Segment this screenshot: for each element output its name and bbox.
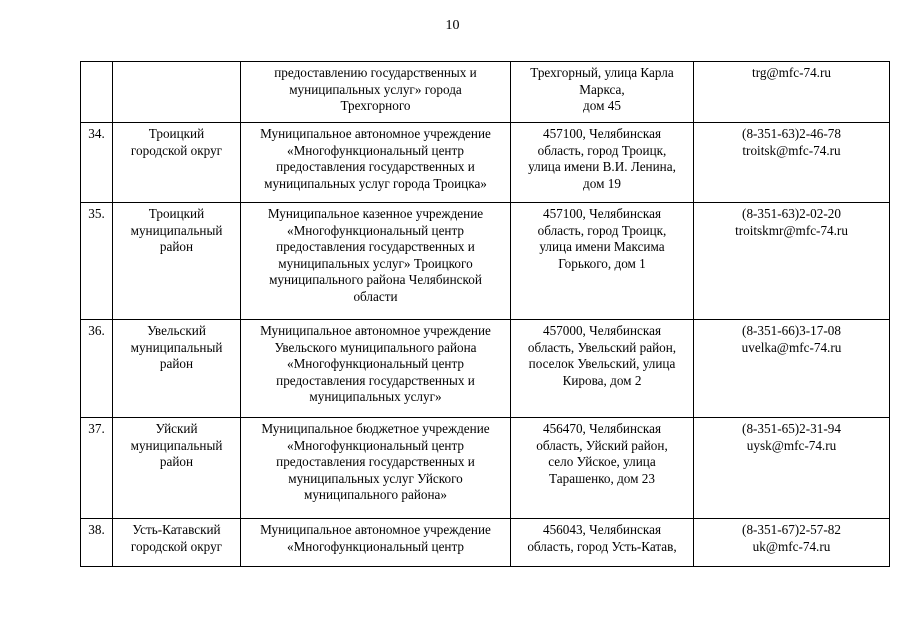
address-cell — [511, 519, 694, 567]
institution-name-line: Муниципальное автономное учреждение — [260, 126, 491, 141]
municipality-name-line: Троицкий — [148, 206, 205, 221]
address-cell — [511, 62, 694, 123]
institution-name-line: предоставлению государственных и — [274, 65, 477, 80]
email-link[interactable]: uk@mfc-74.ru — [752, 538, 831, 554]
municipality-name-line: городской округ — [130, 538, 223, 554]
row-number-cell — [81, 519, 113, 567]
address-line: село Уйское, улица — [548, 454, 656, 469]
address-line: дом 19 — [583, 175, 621, 191]
address-line: область, город Троицк, — [537, 222, 667, 238]
institution-name-cell — [241, 320, 511, 418]
institution-name-line: предоставления государственных и — [276, 454, 475, 469]
address-line: Маркса, — [579, 81, 625, 97]
email-link[interactable]: uvelka@mfc-74.ru — [741, 339, 842, 355]
row-number-cell — [81, 203, 113, 320]
table-row — [81, 203, 890, 320]
page-number: 10 — [445, 18, 460, 33]
row-number-cell — [81, 418, 113, 519]
institution-name-line: «Многофункциональный центр — [286, 142, 464, 158]
address-line: улица имени Максима — [539, 239, 665, 254]
institution-name-line: муниципальных услуг города Троицка» — [264, 175, 487, 191]
institution-name-line: Муниципальное автономное учреждение — [260, 522, 491, 537]
table-row — [81, 62, 890, 123]
address-line: поселок Увельский, улица — [528, 356, 676, 371]
institution-name-cell — [241, 62, 511, 123]
municipality-name-cell — [113, 123, 241, 203]
address-line: 457000, Челябинская — [542, 323, 662, 338]
row-number: 38. — [88, 522, 105, 537]
institution-name-line: муниципальных услуг Уйского — [288, 470, 463, 486]
table-row — [81, 519, 890, 567]
address-line: улица имени В.И. Ленина, — [528, 159, 676, 174]
contacts-cell — [694, 62, 890, 123]
municipality-name-cell — [113, 320, 241, 418]
row-number-cell — [81, 62, 113, 123]
phone-number: (8-351-63)2-46-78 — [742, 126, 841, 141]
row-number: 36. — [88, 323, 105, 338]
municipality-name-line: городской округ — [130, 142, 223, 158]
municipality-name-cell — [113, 418, 241, 519]
institution-name-line: Муниципальное автономное учреждение — [260, 323, 491, 338]
phone-number: (8-351-63)2-02-20 — [742, 206, 841, 221]
institution-name-line: муниципального района» — [303, 487, 447, 502]
mfc-registry-table — [80, 61, 890, 567]
institution-name-cell — [241, 123, 511, 203]
address-cell — [511, 203, 694, 320]
institution-name-line: «Многофункциональный центр — [286, 538, 464, 554]
institution-name-line: муниципального района Челябинской — [269, 272, 482, 287]
phone-number: (8-351-67)2-57-82 — [742, 522, 841, 537]
municipality-name-cell — [113, 203, 241, 320]
address-line: область, город Троицк, — [537, 142, 667, 158]
contacts-cell — [694, 418, 890, 519]
address-line: Тарашенко, дом 23 — [549, 470, 655, 486]
municipality-name-line: район — [159, 239, 194, 254]
address-line: дом 45 — [583, 98, 621, 113]
municipality-name-line: Увельский — [147, 323, 206, 338]
municipality-name-cell — [113, 519, 241, 567]
institution-name-line: «Многофункциональный центр — [286, 222, 464, 238]
institution-name-line: предоставления государственных и — [276, 239, 475, 254]
address-line: 456043, Челябинская — [542, 522, 662, 537]
institution-name-cell — [241, 203, 511, 320]
phone-number: (8-351-65)2-31-94 — [742, 421, 841, 436]
address-cell — [511, 123, 694, 203]
institution-name-line: предоставления государственных и — [276, 159, 475, 174]
address-line: 456470, Челябинская — [542, 421, 662, 436]
institution-name-line: Трехгорного — [340, 98, 411, 113]
contacts-cell — [694, 123, 890, 203]
institution-name-line: муниципальных услуг» города — [289, 81, 462, 97]
institution-name-line: области — [353, 288, 398, 304]
row-number: 37. — [88, 421, 105, 436]
address-cell — [511, 320, 694, 418]
municipality-name-line: муниципальный — [130, 222, 223, 238]
institution-name-line: муниципальных услуг» Троицкого — [278, 255, 473, 271]
address-line: Трехгорный, улица Карла — [530, 65, 674, 80]
institution-name-line: Увельского муниципального района — [274, 339, 477, 355]
institution-name-line: Муниципальное бюджетное учреждение — [261, 421, 490, 436]
institution-name-cell — [241, 418, 511, 519]
contacts-cell — [694, 203, 890, 320]
phone-number: (8-351-66)3-17-08 — [742, 323, 841, 338]
table-row — [81, 320, 890, 418]
address-line: 457100, Челябинская — [542, 126, 662, 141]
institution-name-cell — [241, 519, 511, 567]
contacts-cell — [694, 519, 890, 567]
row-number-cell — [81, 123, 113, 203]
row-number: 34. — [88, 126, 105, 141]
email-link[interactable]: trg@mfc-74.ru — [752, 65, 831, 80]
email-link[interactable]: troitsk@mfc-74.ru — [742, 142, 841, 158]
municipality-name-line: муниципальный — [130, 339, 223, 355]
registry-table-body — [81, 62, 890, 567]
contacts-cell — [694, 320, 890, 418]
municipality-name-line: Уйский — [155, 421, 198, 436]
municipality-name-line: Троицкий — [148, 126, 205, 141]
email-link[interactable]: troitskmr@mfc-74.ru — [735, 222, 848, 238]
address-line: Горького, дом 1 — [558, 255, 646, 271]
institution-name-line: предоставления государственных и — [276, 372, 475, 388]
email-link[interactable]: uysk@mfc-74.ru — [746, 437, 837, 453]
address-line: область, Уйский район, — [536, 437, 668, 453]
address-line: Кирова, дом 2 — [562, 372, 642, 388]
municipality-name-line: муниципальный — [130, 437, 223, 453]
address-line: область, город Усть-Катав, — [527, 538, 677, 554]
institution-name-line: «Многофункциональный центр — [286, 437, 464, 453]
institution-name-line: муниципальных услуг» — [309, 389, 442, 404]
address-line: 457100, Челябинская — [542, 206, 662, 221]
municipality-name-line: Усть-Катавский — [132, 522, 221, 537]
table-row — [81, 123, 890, 203]
municipality-name-line: район — [159, 454, 194, 469]
table-row — [81, 418, 890, 519]
row-number-cell — [81, 320, 113, 418]
municipality-name-line: район — [159, 356, 194, 371]
address-line: область, Увельский район, — [527, 339, 677, 355]
address-cell — [511, 418, 694, 519]
row-number: 35. — [88, 206, 105, 221]
institution-name-line: Муниципальное казенное учреждение — [267, 206, 484, 221]
institution-name-line: «Многофункциональный центр — [286, 356, 464, 371]
municipality-name-cell — [113, 62, 241, 123]
